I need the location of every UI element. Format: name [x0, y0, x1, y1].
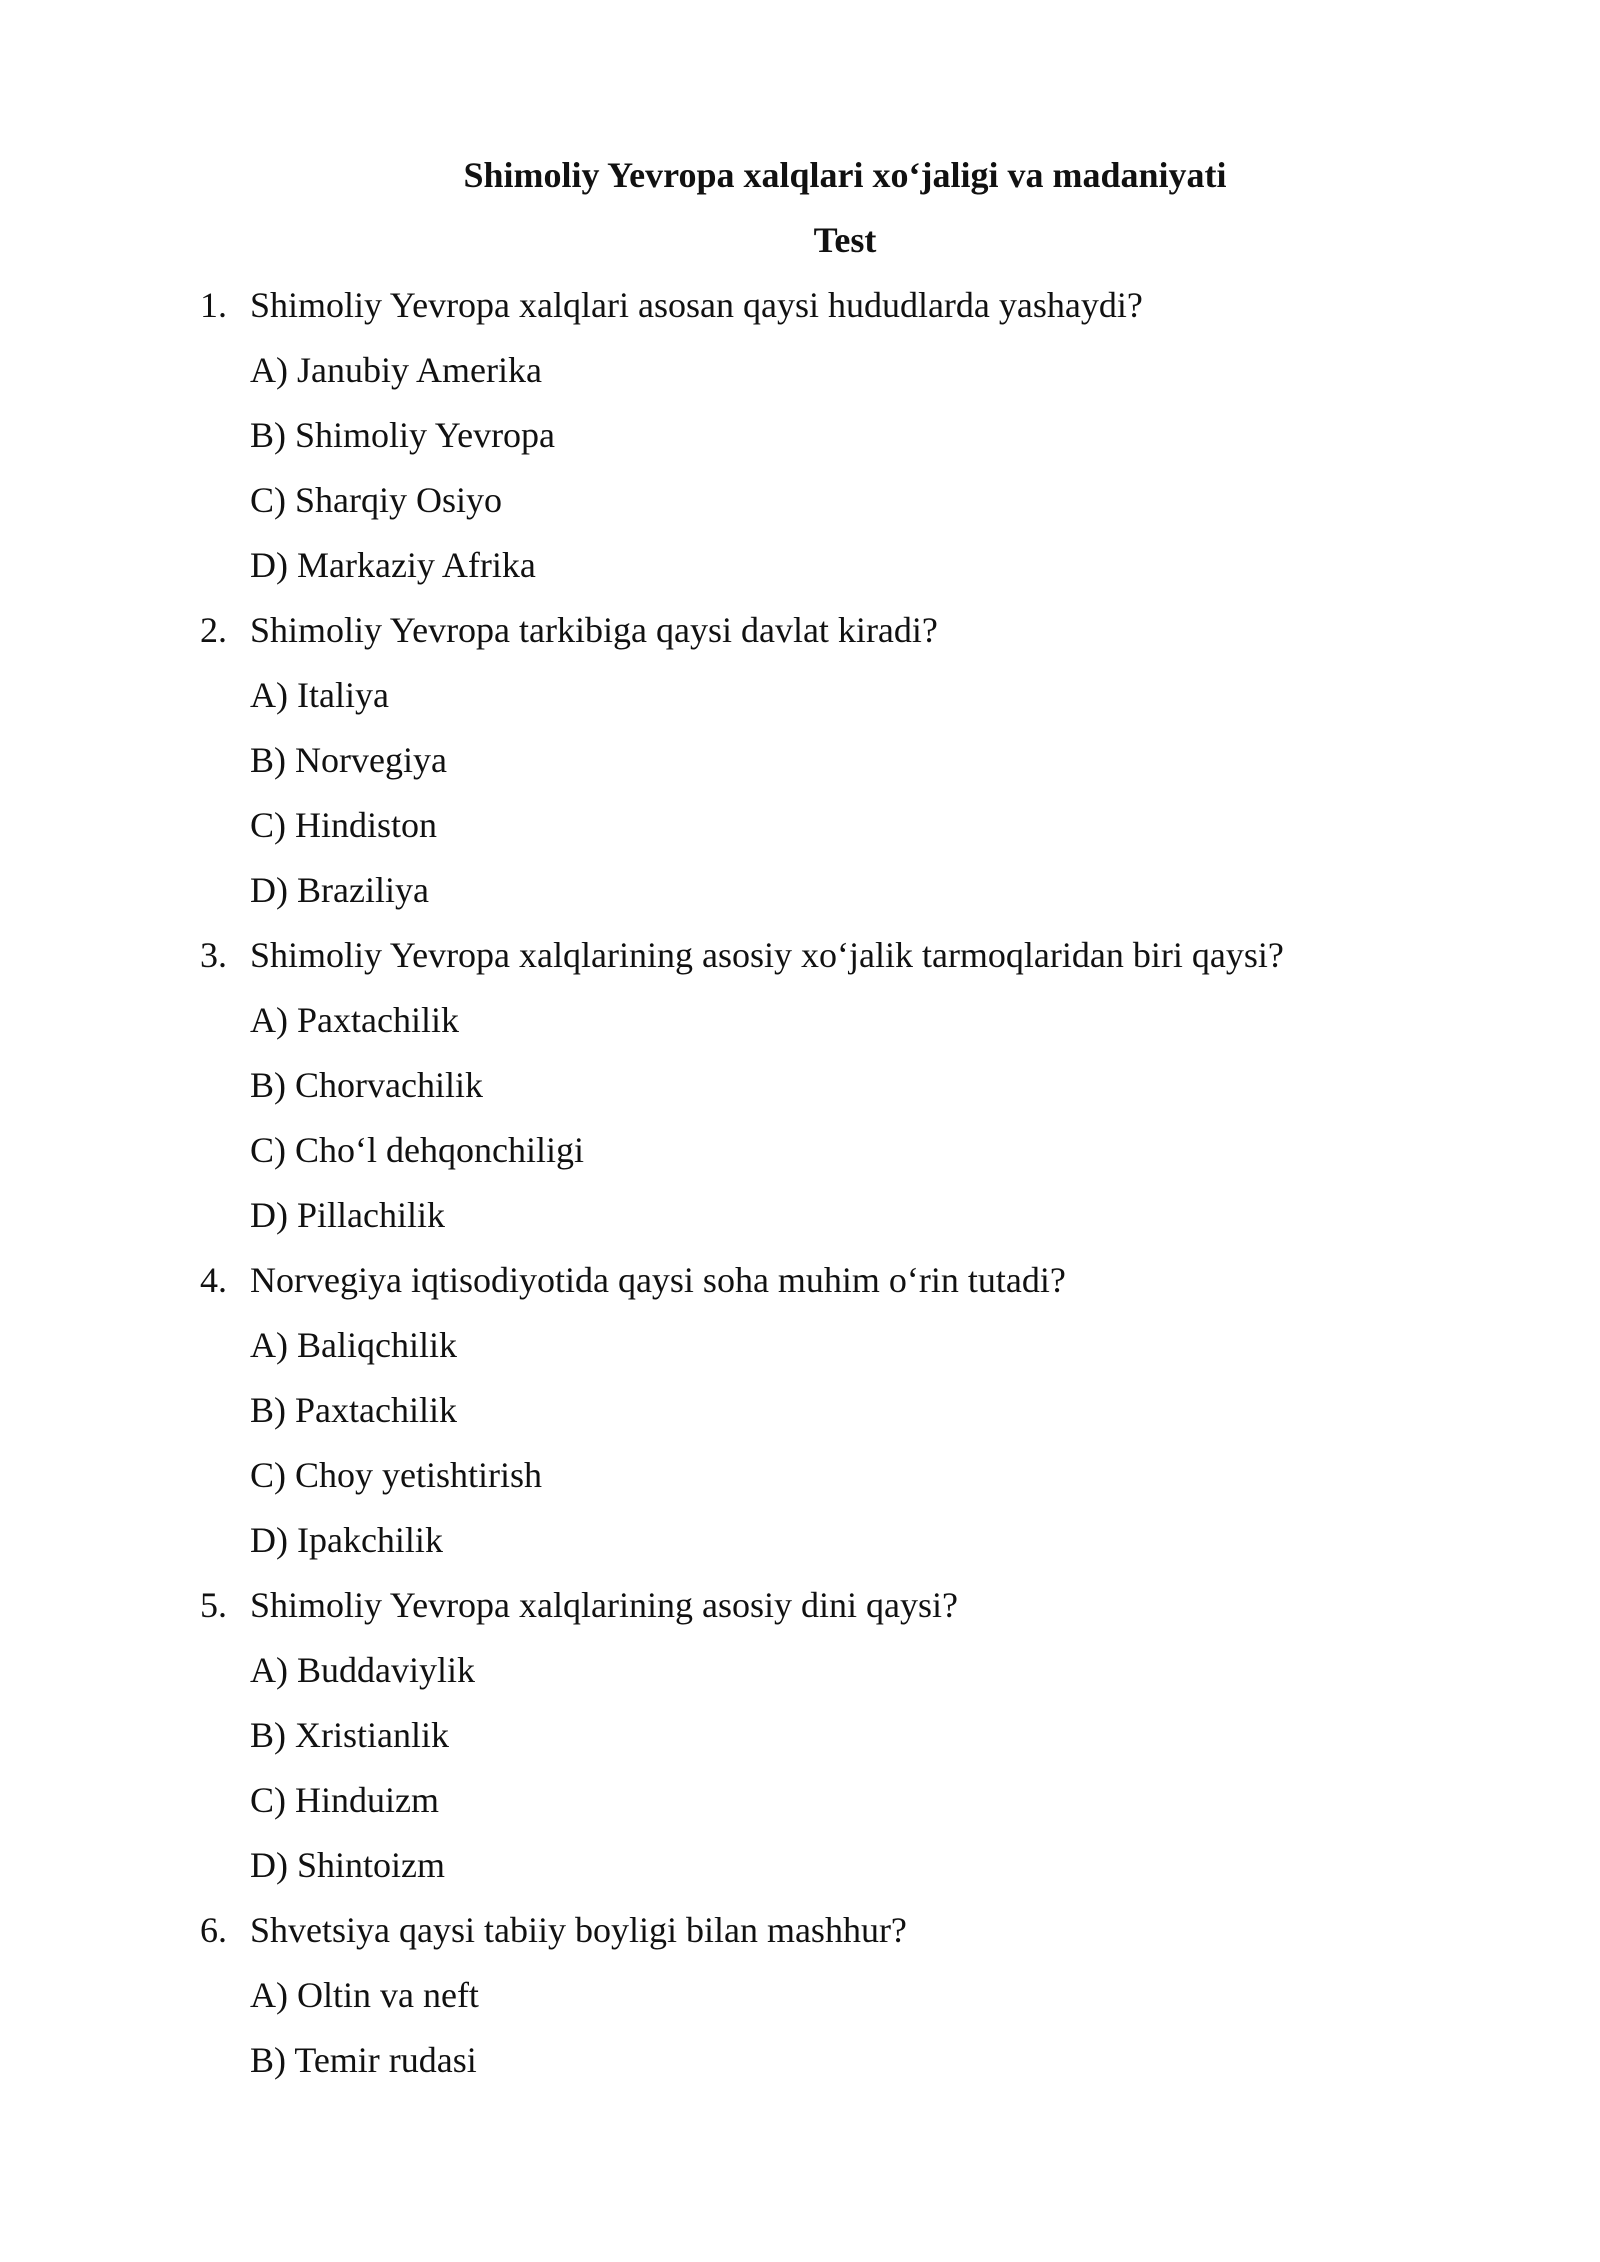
option-text: B) Shimoliy Yevropa	[250, 415, 556, 455]
option-c	[0, 1455, 1600, 1520]
option-text: B) Xristianlik	[250, 1715, 449, 1755]
question-number: 3.	[200, 935, 227, 975]
option-c	[0, 805, 1600, 870]
option-text: C) Sharqiy Osiyo	[250, 480, 502, 520]
option-a	[0, 1975, 1600, 2040]
option-text: D) Pillachilik	[250, 1195, 445, 1235]
option-c	[0, 1780, 1600, 1845]
option-text: C) Hinduizm	[250, 1780, 439, 1820]
question-4	[0, 1260, 1600, 1585]
option-text: B) Temir rudasi	[250, 2040, 477, 2080]
option-d	[0, 545, 1600, 610]
option-text: A) Italiya	[250, 675, 389, 715]
option-a	[0, 1325, 1600, 1390]
question-list	[0, 285, 1600, 2105]
question-6	[0, 1910, 1600, 2105]
option-d	[0, 870, 1600, 935]
option-d	[0, 1520, 1600, 1585]
option-text: A) Janubiy Amerika	[250, 350, 542, 390]
question-1	[0, 285, 1600, 610]
question-number: 1.	[200, 285, 227, 325]
option-text: D) Braziliya	[250, 870, 429, 910]
question-3	[0, 935, 1600, 1260]
option-b	[0, 415, 1600, 480]
option-text: A) Paxtachilik	[250, 1000, 459, 1040]
option-a	[0, 675, 1600, 740]
document-subtitle: Test	[813, 220, 877, 260]
option-text: D) Ipakchilik	[250, 1520, 443, 1560]
question-text: Shimoliy Yevropa tarkibiga qaysi davlat kiradi?	[250, 610, 938, 650]
question-text: Shvetsiya qaysi tabiiy boyligi bilan mashhur?	[250, 1910, 907, 1950]
option-b	[0, 1390, 1600, 1455]
question-text: Shimoliy Yevropa xalqlarining asosiy xo‘jalik tarmoqlaridan biri qaysi?	[250, 935, 1284, 975]
question-line	[0, 1260, 1600, 1325]
option-d	[0, 1195, 1600, 1260]
option-a	[0, 350, 1600, 415]
question-line	[0, 1585, 1600, 1650]
question-line	[0, 935, 1600, 1000]
option-text: A) Oltin va neft	[250, 1975, 479, 2015]
option-text: C) Choy yetishtirish	[250, 1455, 543, 1495]
question-line	[0, 1910, 1600, 1975]
document-title: Shimoliy Yevropa xalqlari xo‘jaligi va madaniyati	[463, 155, 1227, 195]
option-b	[0, 740, 1600, 805]
option-text: A) Baliqchilik	[250, 1325, 457, 1365]
option-a	[0, 1650, 1600, 1715]
question-text: Norvegiya iqtisodiyotida qaysi soha muhim o‘rin tutadi?	[250, 1260, 1066, 1300]
question-line	[0, 610, 1600, 675]
question-line	[0, 285, 1600, 350]
option-c	[0, 480, 1600, 545]
option-a	[0, 1000, 1600, 1065]
option-text: B) Paxtachilik	[250, 1390, 457, 1430]
option-text: C) Cho‘l dehqonchiligi	[250, 1130, 584, 1170]
question-text: Shimoliy Yevropa xalqlari asosan qaysi hududlarda yashaydi?	[250, 285, 1143, 325]
option-b	[0, 1065, 1600, 1130]
question-number: 6.	[200, 1910, 227, 1950]
option-text: D) Shintoizm	[250, 1845, 445, 1885]
option-c	[0, 1130, 1600, 1195]
question-number: 4.	[200, 1260, 227, 1300]
option-text: D) Markaziy Afrika	[250, 545, 536, 585]
option-text: A) Buddaviylik	[250, 1650, 475, 1690]
option-text: B) Chorvachilik	[250, 1065, 483, 1105]
question-text: Shimoliy Yevropa xalqlarining asosiy dini qaysi?	[250, 1585, 958, 1625]
question-number: 5.	[200, 1585, 227, 1625]
question-2	[0, 610, 1600, 935]
option-d	[0, 1845, 1600, 1910]
option-text: B) Norvegiya	[250, 740, 447, 780]
question-5	[0, 1585, 1600, 1910]
option-b	[0, 2040, 1600, 2105]
option-b	[0, 1715, 1600, 1780]
question-number: 2.	[200, 610, 227, 650]
option-text: C) Hindiston	[250, 805, 438, 845]
